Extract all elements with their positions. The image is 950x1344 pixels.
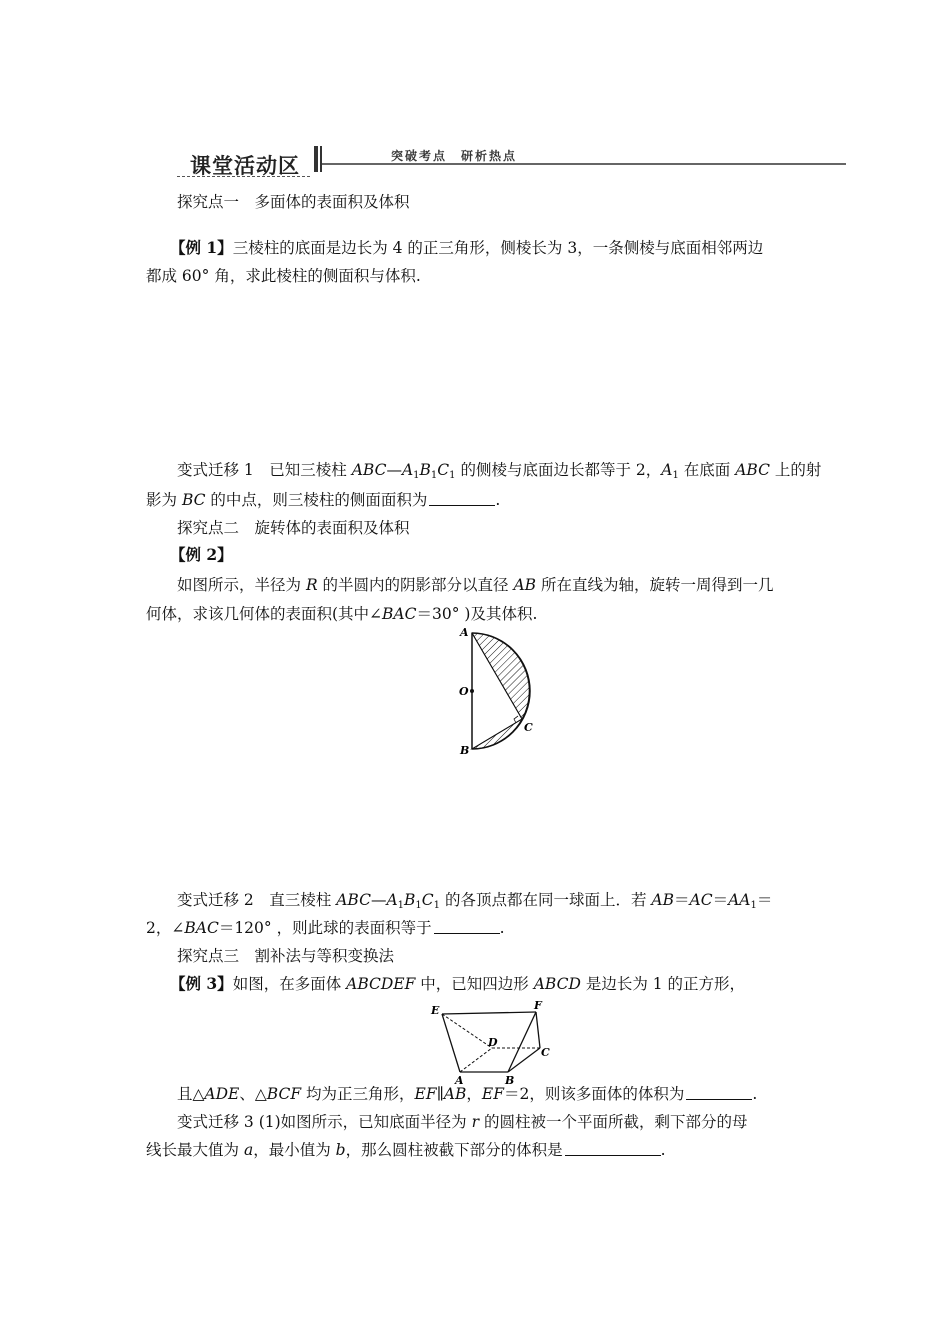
edge-fb bbox=[508, 1012, 536, 1072]
label-d: D bbox=[488, 1036, 498, 1049]
section-heading-2: 探究点二 旋转体的表面积及体积 bbox=[177, 519, 410, 537]
example-3-line-1: 【例 3】如图，在多面体 ABCDEF 中，已知四边形 ABCD 是边长为 1 的正方形， bbox=[170, 974, 746, 993]
label-c: C bbox=[524, 721, 533, 734]
center-point bbox=[470, 689, 474, 693]
polyhedron-figure bbox=[428, 1000, 558, 1088]
variant-1-line-1: 变式迁移 1 已知三棱柱 $ABC—A_1B_1C_1$ 的侧棱与底面边长都等于 2，$A_1$ 在底面 ABC 上的射 bbox=[177, 461, 822, 481]
banner-bar-thin bbox=[320, 146, 322, 172]
edge-bc bbox=[508, 1048, 540, 1072]
variant-2-line-1: 变式迁移 2 直三棱柱 $ABC—A_1B_1C_1$ 的各顶点都在同一球面上．若 $AB=AC=AA_1=$ bbox=[177, 891, 773, 911]
example-2-line-2: 何体，求该几何体的表面积(其中∠BAC＝30° )及其体积. bbox=[146, 605, 538, 623]
section-heading-1: 探究点一 多面体的表面积及体积 bbox=[177, 193, 410, 211]
chord-bc bbox=[472, 719, 522, 749]
label-b: B bbox=[460, 744, 470, 757]
edge-ef bbox=[442, 1012, 536, 1014]
label-e: E bbox=[431, 1004, 440, 1017]
semicircle-figure bbox=[450, 625, 550, 760]
banner-dashed-underline bbox=[177, 176, 310, 177]
label-o: O bbox=[459, 685, 469, 698]
banner-subtitle: 突破考点 研析热点 bbox=[391, 149, 518, 163]
section-heading-3: 探究点三 割补法与等积变换法 bbox=[177, 947, 395, 965]
variant-2-line-2: 2，∠BAC＝120° ，则此球的表面积等于 . bbox=[146, 919, 505, 937]
label-a2: A bbox=[455, 1074, 464, 1087]
example-2-line-1: 如图所示，半径为 R 的半圆内的阴影部分以直径 AB 所在直线为轴，旋转一周得到一几 bbox=[177, 576, 774, 594]
example-2-tag: 【例 2】 bbox=[170, 545, 233, 564]
edge-ea bbox=[442, 1014, 460, 1072]
example-1-line-1 bbox=[170, 238, 763, 258]
example-3-line-2: 且△ADE、△BCF 均为正三角形，EF∥AB，EF＝2，则该多面体的体积为 . bbox=[177, 1085, 758, 1103]
variant-3-line-2: 线长最大值为 a，最小值为 b，那么圆柱被截下部分的体积是 . bbox=[146, 1141, 666, 1159]
edge-fc bbox=[536, 1012, 540, 1048]
section-banner-title: 课堂活动区 bbox=[190, 154, 300, 178]
example-1-tag: 【例 1】 bbox=[170, 238, 233, 257]
answer-blank[interactable] bbox=[429, 491, 495, 506]
variant-1-line-2: 影为 BC 的中点，则三棱柱的侧面面积为 . bbox=[146, 491, 501, 509]
example-1-text: 三棱柱的底面是边长为 4 的正三角形，侧棱长为 3，一条侧棱与底面相邻两边 bbox=[232, 239, 764, 257]
label-b2: B bbox=[505, 1074, 515, 1087]
edge-ed-hidden bbox=[442, 1014, 492, 1048]
shaded-region-upper bbox=[472, 633, 529, 719]
label-c2: C bbox=[541, 1046, 550, 1059]
edge-ad-hidden bbox=[460, 1048, 492, 1072]
label-a: A bbox=[460, 626, 469, 639]
label-f: F bbox=[534, 1000, 542, 1012]
banner-bar bbox=[314, 146, 318, 172]
variant-3-line-1: 变式迁移 3 (1)如图所示，已知底面半径为 r 的圆柱被一个平面所截，剩下部分的母 bbox=[177, 1113, 748, 1131]
answer-blank[interactable] bbox=[686, 1085, 752, 1100]
answer-blank[interactable] bbox=[434, 919, 500, 934]
example-1-line-2: 都成 60° 角，求此棱柱的侧面积与体积. bbox=[146, 267, 421, 285]
answer-blank[interactable] bbox=[565, 1141, 661, 1156]
